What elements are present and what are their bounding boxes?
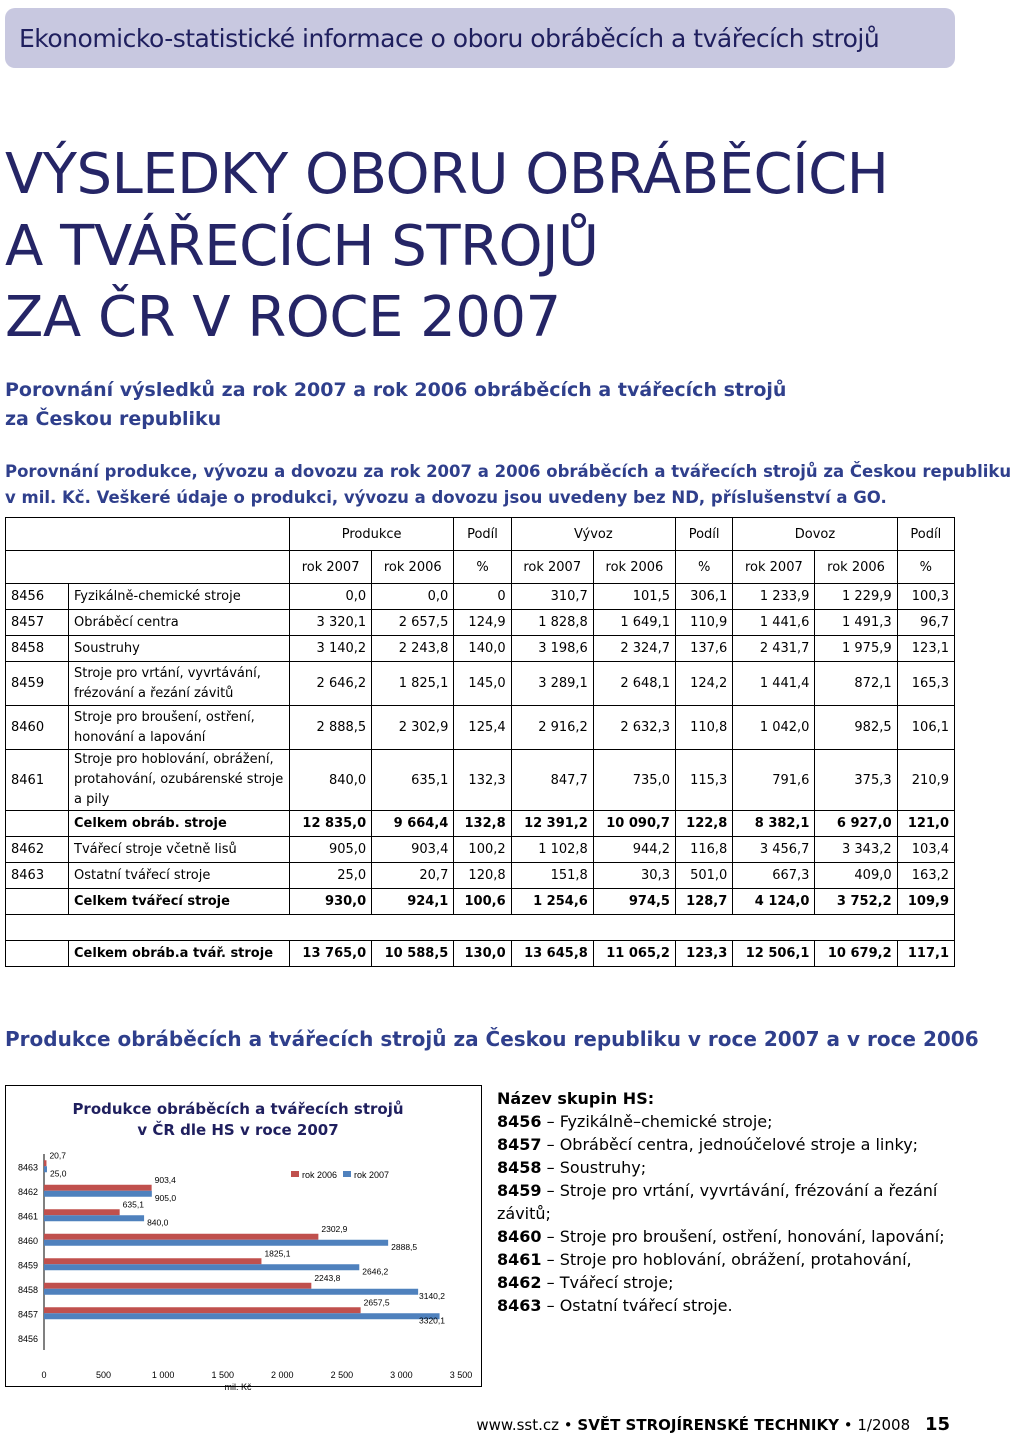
value-cell: 409,0: [815, 863, 897, 889]
value-cell: 130,0: [454, 941, 511, 967]
value-cell: 12 506,1: [733, 941, 815, 967]
value-cell: 791,6: [733, 750, 815, 811]
value-cell: 10 090,7: [593, 811, 675, 837]
value-cell: 375,3: [815, 750, 897, 811]
hs-code-cell: 8459: [6, 662, 69, 706]
data-label-2006: 903,4: [154, 1174, 176, 1185]
table-column-header: rok 2007: [290, 551, 372, 584]
item-name-cell: Soustruhy: [69, 636, 290, 662]
table-row: [6, 584, 955, 610]
item-name-cell: Stroje pro broušení, ostření, honování a lapování: [69, 706, 290, 750]
data-label-2006: 2302,9: [321, 1223, 348, 1234]
value-cell: 13 645,8: [511, 941, 593, 967]
value-cell: 122,8: [675, 811, 732, 837]
hs-group-legend: [497, 1087, 957, 1317]
hs-code-cell: 8460: [6, 706, 69, 750]
table-group-header: Podíl: [454, 518, 511, 551]
hs-legend-item: [497, 1271, 957, 1294]
value-cell: 1 233,9: [733, 584, 815, 610]
table-spacer-cell: [6, 915, 955, 941]
value-cell: 120,8: [454, 863, 511, 889]
table-corner-cell: [6, 551, 290, 584]
value-cell: 128,7: [675, 889, 732, 915]
table-group-header-row: [6, 518, 955, 551]
item-name-cell: Tvářecí stroje včetně lisů: [69, 837, 290, 863]
value-cell: 163,2: [897, 863, 954, 889]
hs-legend-text: – Stroje pro vrtání, vyvrtávání, frézování a řezání závitů;: [497, 1181, 938, 1223]
item-name-cell: Stroje pro hoblování, obrážení, protahování, ozubárenské stroje a pily: [69, 750, 290, 811]
x-tick-label: 3 000: [390, 1370, 413, 1380]
y-tick-label: 8461: [17, 1211, 38, 1222]
table-group-header: Vývoz: [511, 518, 675, 551]
x-tick-label: 1 000: [151, 1370, 175, 1380]
value-cell: 103,4: [897, 837, 954, 863]
value-cell: 100,6: [454, 889, 511, 915]
item-name-cell: Ostatní tvářecí stroje: [69, 863, 290, 889]
value-cell: 1 229,9: [815, 584, 897, 610]
item-name-cell: Celkem obráb. stroje: [69, 811, 290, 837]
data-label-2007: 2888,5: [391, 1241, 418, 1252]
hs-code-cell: [6, 941, 69, 967]
page-number: 15: [924, 1414, 950, 1435]
value-cell: 3 456,7: [733, 837, 815, 863]
footer: [476, 1414, 950, 1435]
value-cell: 3 140,2: [290, 636, 372, 662]
value-cell: 1 254,6: [511, 889, 593, 915]
value-cell: 872,1: [815, 662, 897, 706]
value-cell: 145,0: [454, 662, 511, 706]
item-name-cell: Celkem tvářecí stroje: [69, 889, 290, 915]
table-row: [6, 837, 955, 863]
value-cell: 124,2: [675, 662, 732, 706]
page-title-line-1: VÝSLEDKY OBORU OBRÁBĚCÍCH: [5, 142, 889, 207]
y-tick-label: 8458: [17, 1284, 38, 1295]
subtitle-line-1: Porovnání výsledků za rok 2007 a rok 2006 obráběcích a tvářecích strojů: [5, 379, 787, 401]
bar-2006: [44, 1234, 318, 1240]
value-cell: 210,9: [897, 750, 954, 811]
value-cell: 847,7: [511, 750, 593, 811]
legend-label: rok 2007: [354, 1170, 390, 1180]
value-cell: 132,3: [454, 750, 511, 811]
y-tick-label: 8457: [17, 1309, 38, 1320]
table-row: [6, 706, 955, 750]
bar-2007: [44, 1215, 144, 1221]
hs-legend-text: – Ostatní tvářecí stroje.: [546, 1296, 733, 1315]
production-chart: [5, 1085, 482, 1392]
hs-code-cell: [6, 811, 69, 837]
value-cell: 115,3: [675, 750, 732, 811]
value-cell: 635,1: [372, 750, 454, 811]
y-tick-label: 8463: [17, 1162, 38, 1173]
item-name-cell: Obráběcí centra: [69, 610, 290, 636]
value-cell: 165,3: [897, 662, 954, 706]
value-cell: 117,1: [897, 941, 954, 967]
value-cell: 125,4: [454, 706, 511, 750]
value-cell: 9 664,4: [372, 811, 454, 837]
data-label-2006: 20,7: [49, 1150, 67, 1161]
table-sub-header-row: [6, 551, 955, 584]
x-tick-label: 500: [96, 1370, 112, 1380]
value-cell: 735,0: [593, 750, 675, 811]
hs-legend-code: 8456: [497, 1112, 542, 1131]
table-row: [6, 889, 955, 915]
bar-2007: [44, 1191, 152, 1197]
bar-2006: [44, 1209, 120, 1215]
hs-legend-text: – Stroje pro hoblování, obrážení, protahování,: [546, 1250, 912, 1269]
hs-code-cell: [6, 889, 69, 915]
hs-legend-text: – Stroje pro broušení, ostření, honování, lapování;: [546, 1227, 945, 1246]
value-cell: 101,5: [593, 584, 675, 610]
table-row: [6, 941, 955, 967]
table-group-header: Podíl: [675, 518, 732, 551]
item-name-cell: Stroje pro vrtání, vyvrtávání, frézování a řezání závitů: [69, 662, 290, 706]
value-cell: 121,0: [897, 811, 954, 837]
table-corner-cell: [6, 518, 290, 551]
y-tick-label: 8462: [17, 1186, 38, 1197]
section-title: Produkce obráběcích a tvářecích strojů za Českou republiku v roce 2007 a v roce 2006: [5, 1027, 979, 1051]
value-cell: 3 320,1: [290, 610, 372, 636]
hs-legend-title: Název skupin HS:: [497, 1089, 655, 1108]
hs-code-cell: 8456: [6, 584, 69, 610]
table-row: [6, 863, 955, 889]
hs-legend-code: 8458: [497, 1158, 542, 1177]
value-cell: 109,9: [897, 889, 954, 915]
value-cell: 123,1: [897, 636, 954, 662]
bar-2006: [44, 1160, 46, 1166]
hs-code-cell: 8461: [6, 750, 69, 811]
value-cell: 903,4: [372, 837, 454, 863]
bar-2007: [44, 1313, 440, 1319]
value-cell: 840,0: [290, 750, 372, 811]
hs-code-cell: 8457: [6, 610, 69, 636]
value-cell: 2 243,8: [372, 636, 454, 662]
value-cell: 137,6: [675, 636, 732, 662]
value-cell: 140,0: [454, 636, 511, 662]
value-cell: 905,0: [290, 837, 372, 863]
value-cell: 2 646,2: [290, 662, 372, 706]
table-column-header: %: [675, 551, 732, 584]
footer-separator-2: •: [843, 1416, 853, 1434]
hs-code-cell: 8458: [6, 636, 69, 662]
value-cell: 11 065,2: [593, 941, 675, 967]
value-cell: 944,2: [593, 837, 675, 863]
item-name-cell: Celkem obráb.a tvář. stroje: [69, 941, 290, 967]
hs-legend-item: [497, 1294, 957, 1317]
bar-2007: [44, 1264, 359, 1270]
x-tick-label: 2 500: [330, 1370, 354, 1380]
bar-2006: [44, 1307, 361, 1313]
hs-legend-item: [497, 1248, 957, 1271]
value-cell: 310,7: [511, 584, 593, 610]
value-cell: 123,3: [675, 941, 732, 967]
table-spacer-row: [6, 915, 955, 941]
bar-2006: [44, 1283, 311, 1289]
footer-issue: 1/2008: [857, 1416, 911, 1434]
value-cell: 3 343,2: [815, 837, 897, 863]
table-row: [6, 811, 955, 837]
table-group-header: Dovoz: [733, 518, 897, 551]
y-tick-label: 8460: [17, 1235, 38, 1246]
header-band-text: Ekonomicko-statistické informace o oboru obráběcích a tvářecích strojů: [19, 24, 880, 53]
value-cell: 1 441,4: [733, 662, 815, 706]
value-cell: 100,2: [454, 837, 511, 863]
value-cell: 930,0: [290, 889, 372, 915]
value-cell: 1 491,3: [815, 610, 897, 636]
value-cell: 501,0: [675, 863, 732, 889]
table-row: [6, 610, 955, 636]
hs-legend-item: [497, 1179, 957, 1225]
value-cell: 12 835,0: [290, 811, 372, 837]
value-cell: 30,3: [593, 863, 675, 889]
hs-legend-item: [497, 1156, 957, 1179]
value-cell: 667,3: [733, 863, 815, 889]
data-label-2007: 3320,1: [419, 1315, 445, 1326]
data-label-2006: 1825,1: [264, 1248, 291, 1259]
item-name-cell: Fyzikálně-chemické stroje: [69, 584, 290, 610]
hs-legend-code: 8461: [497, 1250, 542, 1269]
note-line-1: Porovnání produkce, vývozu a dovozu za rok 2007 a 2006 obráběcích a tvářecích strojů za Českou republiku: [5, 462, 1011, 481]
value-cell: 10 588,5: [372, 941, 454, 967]
value-cell: 2 888,5: [290, 706, 372, 750]
value-cell: 6 927,0: [815, 811, 897, 837]
value-cell: 1 825,1: [372, 662, 454, 706]
data-label-2007: 25,0: [49, 1168, 67, 1179]
value-cell: 124,9: [454, 610, 511, 636]
value-cell: 10 679,2: [815, 941, 897, 967]
table-column-header: rok 2006: [815, 551, 897, 584]
value-cell: 3 198,6: [511, 636, 593, 662]
data-label-2007: 2646,2: [362, 1266, 389, 1277]
value-cell: 100,3: [897, 584, 954, 610]
hs-legend-item: [497, 1110, 957, 1133]
data-label-2007: 840,0: [147, 1217, 169, 1228]
value-cell: 2 324,7: [593, 636, 675, 662]
page-title-line-2: A TVÁŘECÍCH STROJŮ: [5, 214, 599, 279]
note-line-2: v mil. Kč. Veškeré údaje o produkci, vývozu a dovozu jsou uvedeny bez ND, příslušenství a GO.: [5, 488, 887, 507]
value-cell: 12 391,2: [511, 811, 593, 837]
table-column-header: rok 2007: [511, 551, 593, 584]
hs-legend-text: – Fyzikálně–chemické stroje;: [546, 1112, 773, 1131]
chart-title: Produkce obráběcích a tvářecích strojů: [72, 1100, 404, 1118]
value-cell: 110,8: [675, 706, 732, 750]
value-cell: 2 302,9: [372, 706, 454, 750]
value-cell: 151,8: [511, 863, 593, 889]
chart-title: v ČR dle HS v roce 2007: [137, 1121, 339, 1139]
bar-2006: [44, 1185, 152, 1191]
value-cell: 20,7: [372, 863, 454, 889]
data-label-2006: 2243,8: [314, 1272, 341, 1283]
hs-legend-code: 8459: [497, 1181, 542, 1200]
page-title-line-3: ZA ČR V ROCE 2007: [5, 285, 561, 350]
hs-code-cell: 8462: [6, 837, 69, 863]
value-cell: 8 382,1: [733, 811, 815, 837]
value-cell: 2 916,2: [511, 706, 593, 750]
results-table: [5, 517, 955, 967]
value-cell: 2 431,7: [733, 636, 815, 662]
bar-2006: [44, 1258, 261, 1264]
hs-code-cell: 8463: [6, 863, 69, 889]
table-column-header: rok 2006: [593, 551, 675, 584]
header-band: [5, 8, 955, 68]
value-cell: 0,0: [372, 584, 454, 610]
value-cell: 132,8: [454, 811, 511, 837]
x-tick-label: 3 500: [449, 1370, 473, 1380]
value-cell: 116,8: [675, 837, 732, 863]
legend-swatch-2007: [343, 1171, 351, 1177]
hs-legend-item: [497, 1133, 957, 1156]
y-tick-label: 8456: [17, 1333, 38, 1344]
table-group-header: Produkce: [290, 518, 454, 551]
data-label-2006: 635,1: [122, 1199, 144, 1210]
y-tick-label: 8459: [17, 1260, 38, 1271]
value-cell: 110,9: [675, 610, 732, 636]
value-cell: 2 657,5: [372, 610, 454, 636]
subtitle-line-2: za Českou republiku: [5, 408, 222, 430]
value-cell: 1 975,9: [815, 636, 897, 662]
hs-legend-code: 8462: [497, 1273, 542, 1292]
value-cell: 306,1: [675, 584, 732, 610]
x-tick-label: 1 500: [211, 1370, 234, 1380]
data-label-2006: 2657,5: [363, 1297, 390, 1308]
data-label-2007: 905,0: [154, 1192, 177, 1203]
hs-legend-text: – Soustruhy;: [546, 1158, 647, 1177]
data-label-2007: 3140,2: [419, 1290, 445, 1301]
legend-label: rok 2006: [302, 1170, 338, 1180]
value-cell: 1 441,6: [733, 610, 815, 636]
table-column-header: %: [454, 551, 511, 584]
value-cell: 3 289,1: [511, 662, 593, 706]
table-row: [6, 750, 955, 811]
bar-2007: [44, 1166, 47, 1172]
x-tick-label: 0: [41, 1370, 47, 1380]
value-cell: 0: [454, 584, 511, 610]
value-cell: 25,0: [290, 863, 372, 889]
hs-legend-code: 8457: [497, 1135, 542, 1154]
value-cell: 1 102,8: [511, 837, 593, 863]
value-cell: 982,5: [815, 706, 897, 750]
footer-url[interactable]: www.sst.cz: [476, 1416, 559, 1434]
hs-legend-code: 8463: [497, 1296, 542, 1315]
legend-swatch-2006: [291, 1171, 299, 1177]
x-axis-label: mil. Kč: [224, 1382, 252, 1392]
hs-legend-item: [497, 1225, 957, 1248]
table-column-header: %: [897, 551, 954, 584]
hs-legend-text: – Obráběcí centra, jednoúčelové stroje a linky;: [546, 1135, 919, 1154]
value-cell: 0,0: [290, 584, 372, 610]
bar-2007: [44, 1289, 418, 1295]
table-column-header: rok 2007: [733, 551, 815, 584]
value-cell: 1 649,1: [593, 610, 675, 636]
value-cell: 2 632,3: [593, 706, 675, 750]
value-cell: 4 124,0: [733, 889, 815, 915]
value-cell: 2 648,1: [593, 662, 675, 706]
table-row: [6, 662, 955, 706]
bar-2007: [44, 1240, 388, 1246]
value-cell: 13 765,0: [290, 941, 372, 967]
value-cell: 3 752,2: [815, 889, 897, 915]
value-cell: 106,1: [897, 706, 954, 750]
value-cell: 1 042,0: [733, 706, 815, 750]
table-row: [6, 636, 955, 662]
hs-legend-text: – Tvářecí stroje;: [546, 1273, 674, 1292]
footer-brand: SVĚT STROJÍRENSKÉ TECHNIKY: [577, 1416, 839, 1434]
chart-svg: [6, 1086, 481, 1392]
table-group-header: Podíl: [897, 518, 954, 551]
value-cell: 1 828,8: [511, 610, 593, 636]
value-cell: 96,7: [897, 610, 954, 636]
footer-separator: •: [563, 1416, 573, 1434]
hs-legend-code: 8460: [497, 1227, 542, 1246]
value-cell: 924,1: [372, 889, 454, 915]
x-tick-label: 2 000: [271, 1370, 294, 1380]
value-cell: 974,5: [593, 889, 675, 915]
table-column-header: rok 2006: [372, 551, 454, 584]
